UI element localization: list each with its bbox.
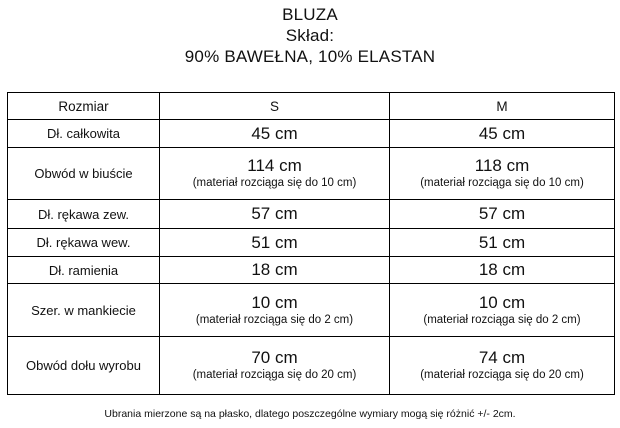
row-label: Szer. w mankiecie <box>8 284 160 337</box>
stretch-note: (materiał rozciąga się do 20 cm) <box>192 369 357 381</box>
size-table <box>7 92 615 395</box>
stretch-note: (materiał rozciąga się do 2 cm) <box>423 313 581 326</box>
size-m-header: M <box>390 93 615 120</box>
size-s-header: S <box>160 93 390 120</box>
size-column-header: Rozmiar <box>8 93 160 120</box>
measurement-value: 114 cm <box>247 156 302 175</box>
stretch-note: (materiał rozciąga się do 10 cm) <box>420 177 584 189</box>
composition-value: 90% BAWEŁNA, 10% ELASTAN <box>184 47 436 66</box>
product-title: BLUZA <box>282 5 338 24</box>
document-header <box>0 0 620 67</box>
measurement-value: 57 cm <box>251 204 298 223</box>
measurement-disclaimer: Ubrania mierzone są na płasko, dlatego poszczególne wymiary mogą się różnić +/- 2cm. <box>104 408 516 420</box>
size-s-cell <box>160 257 390 284</box>
measurement-value: 45 cm <box>251 123 298 143</box>
row-label: Obwód w biuście <box>8 148 160 200</box>
size-m-cell <box>390 257 615 284</box>
table-row <box>8 284 615 337</box>
size-s-cell <box>160 229 390 257</box>
row-label: Obwód dołu wyrobu <box>8 337 160 395</box>
size-m-cell <box>390 148 615 200</box>
size-m-cell <box>390 284 615 337</box>
stretch-note: (materiał rozciąga się do 20 cm) <box>420 369 584 381</box>
size-m-cell <box>390 229 615 257</box>
measurement-value: 18 cm <box>478 260 526 279</box>
stretch-note: (materiał rozciąga się do 2 cm) <box>195 313 354 326</box>
size-s-cell <box>160 337 390 395</box>
row-label: Dł. rękawa zew. <box>8 200 160 229</box>
measurement-value: 74 cm <box>478 348 526 367</box>
measurement-value: 57 cm <box>478 204 526 223</box>
size-m-cell <box>390 200 615 229</box>
size-s-cell <box>160 200 390 229</box>
row-label: Dł. ramienia <box>8 257 160 284</box>
table-row <box>8 120 615 148</box>
measurement-value: 118 cm <box>474 156 530 175</box>
table-row <box>8 257 615 284</box>
size-s-cell <box>160 120 390 148</box>
measurement-value: 51 cm <box>251 232 298 252</box>
measurement-value: 70 cm <box>251 348 298 367</box>
row-label: Dł. całkowita <box>8 120 160 148</box>
table-header-row <box>8 93 615 120</box>
table-row <box>8 200 615 229</box>
size-m-cell <box>390 337 615 395</box>
stretch-note: (materiał rozciąga się do 10 cm) <box>192 177 357 189</box>
measurement-value: 10 cm <box>478 292 526 312</box>
size-s-cell <box>160 148 390 200</box>
measurement-value: 45 cm <box>478 123 526 143</box>
composition-heading: Skład: <box>285 26 335 45</box>
table-row <box>8 229 615 257</box>
size-m-cell <box>390 120 615 148</box>
measurement-value: 51 cm <box>478 232 526 252</box>
table-row <box>8 337 615 395</box>
table-row <box>8 148 615 200</box>
row-label: Dł. rękawa wew. <box>8 229 160 257</box>
measurement-value: 18 cm <box>251 260 298 279</box>
measurement-value: 10 cm <box>251 292 298 312</box>
size-s-cell <box>160 284 390 337</box>
